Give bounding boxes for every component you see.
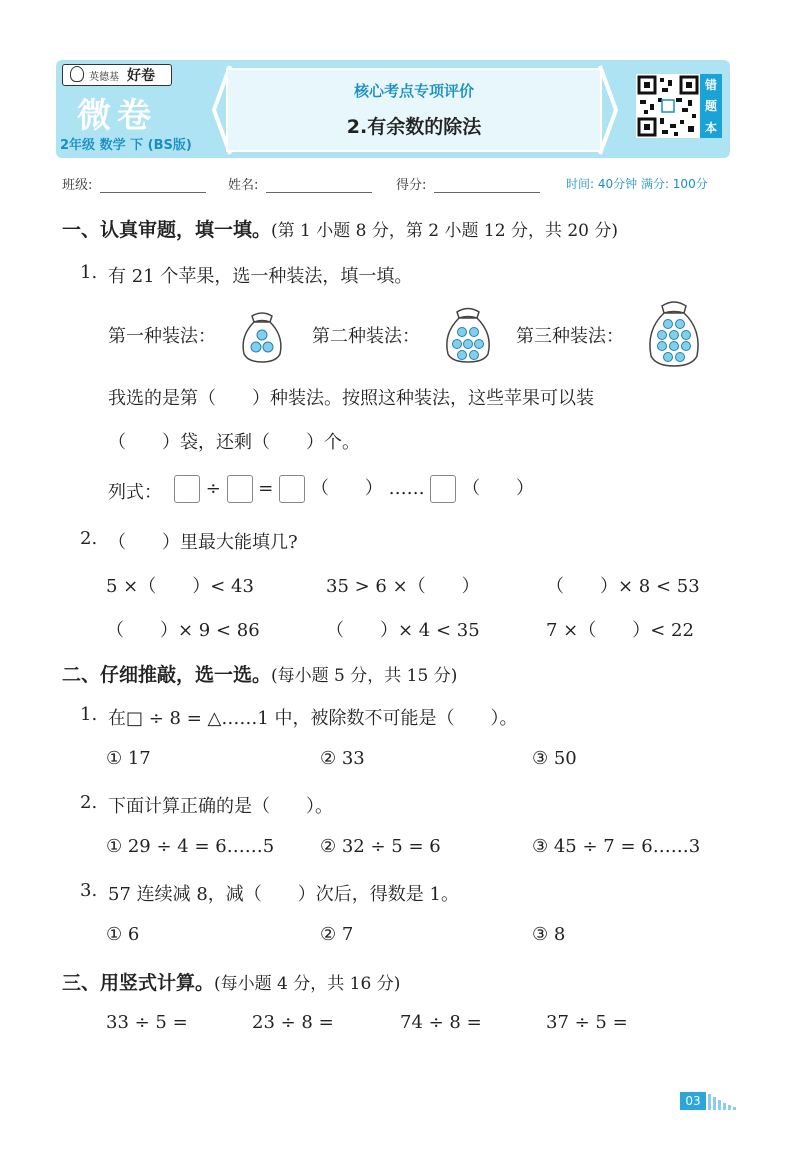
fill-line: 我选的是第（ ）种装法。按照这种装法，这些苹果可以装 [108,388,594,409]
choice-option[interactable]: ③ 50 [532,748,577,769]
section-heading [62,215,618,242]
class-field[interactable] [62,174,206,193]
errbook-char: 本 [704,120,717,135]
question-number: 2. [80,528,98,549]
choice-option[interactable]: ① 29 ÷ 4 = 6……5 [106,836,275,857]
brand-name: 英德基 [89,71,119,83]
score-blank[interactable] [434,192,540,193]
brand-hao: 好卷 [127,68,155,84]
name-blank[interactable] [266,192,372,193]
unit-paren[interactable]: （ ） [310,478,383,499]
question-number: 1. [80,262,98,283]
qr-code-icon[interactable] [636,74,700,138]
question-text: （ ）里最大能填几? [108,532,298,553]
fill-line: （ ）袋，还剩（ ）个。 [108,432,360,453]
division-problem[interactable]: 23 ÷ 8 = [252,1012,334,1033]
section-note: (每小题 4 分，共 16 分) [214,974,401,994]
section-heading [62,968,400,995]
equal-sign: = [258,478,274,499]
section-note: (第 1 小题 8 分，第 2 小题 12 分，共 20 分) [271,221,619,241]
question-number: 1. [80,704,98,725]
inequality-item[interactable]: 5 ×（ ）< 43 [106,576,254,597]
choice-option[interactable]: ③ 45 ÷ 7 = 6……3 [532,836,701,857]
formula-row [174,474,534,503]
time-info: 时间: 40分钟 满分: 100分 [566,177,708,191]
choice-option[interactable]: ② 7 [320,924,354,945]
answer-box[interactable] [174,475,200,503]
series-title: 微卷 [77,96,157,136]
inequality-item[interactable]: （ ）× 9 < 86 [106,620,260,641]
answer-box[interactable] [227,475,253,503]
question-number: 3. [80,880,98,901]
inequality-item[interactable]: 35 > 6 ×（ ） [326,576,480,597]
unit-paren[interactable]: （ ） [462,478,535,499]
mascot-icon [70,66,84,82]
choice-option[interactable]: ① 6 [106,924,140,945]
choice-option[interactable]: ① 17 [106,748,151,769]
score-field[interactable] [396,174,540,193]
grade-label: 2年级 数学 下 (BS版) [60,138,192,153]
question-text: 在□ ÷ 8 = △……1 中，被除数不可能是（ ）。 [108,708,518,729]
divide-sign: ÷ [205,478,221,499]
answer-box[interactable] [279,475,305,503]
formula-label: 列式： [108,482,162,503]
page-bars-icon [708,1092,738,1110]
section-title: 三、用竖式计算。 [62,972,215,994]
choice-option[interactable]: ③ 8 [532,924,566,945]
section-note: (每小题 5 分，共 15 分) [271,666,458,686]
header-subtitle: 核心考点专项评价 [353,82,474,100]
division-problem[interactable]: 33 ÷ 5 = [106,1012,188,1033]
inequality-item[interactable]: （ ）× 8 < 53 [546,576,700,597]
section-title: 二、仔细推敲，选一选。 [62,664,272,686]
inequality-item[interactable]: （ ）× 4 < 35 [326,620,480,641]
question-number: 2. [80,792,98,813]
name-field[interactable] [228,174,372,193]
choice-option[interactable]: ② 33 [320,748,365,769]
question-text: 有 21 个苹果，选一种装法，填一填。 [108,266,413,287]
class-blank[interactable] [100,192,206,193]
score-label: 得分: [396,178,427,193]
section-heading [62,660,457,687]
division-problem[interactable]: 37 ÷ 5 = [546,1012,628,1033]
question-text: 57 连续减 8，减（ ）次后，得数是 1。 [108,884,459,905]
name-label: 姓名: [228,178,259,193]
way-label: 第二种装法： [312,326,420,347]
section-title: 一、认真审题，填一填。 [62,219,272,241]
error-book-label [700,74,722,138]
apple-bag-icon [236,306,288,364]
apple-bag-icon [644,296,704,368]
remainder-dots: …… [388,478,425,499]
page-number: 03 [680,1092,706,1110]
chevron-right-icon [598,64,620,156]
inequality-item[interactable]: 7 ×（ ）< 22 [546,620,694,641]
question-text: 下面计算正确的是（ ）。 [108,796,333,817]
apple-bag-icon [440,302,496,364]
errbook-char: 错 [704,78,717,93]
class-label: 班级: [62,178,93,193]
errbook-char: 题 [704,99,717,114]
division-problem[interactable]: 74 ÷ 8 = [400,1012,482,1033]
page-title: 2.有余数的除法 [346,116,482,138]
choice-option[interactable]: ② 32 ÷ 5 = 6 [320,836,441,857]
answer-box[interactable] [430,475,456,503]
way-label: 第三种装法： [516,326,624,347]
way-label: 第一种装法： [108,326,216,347]
